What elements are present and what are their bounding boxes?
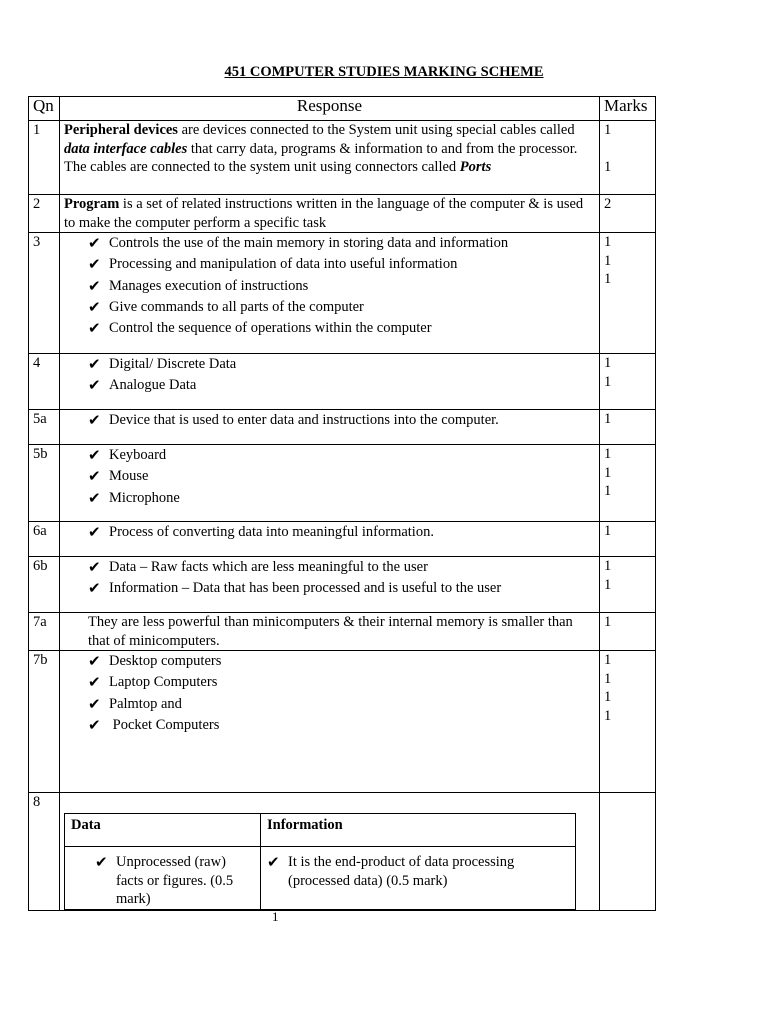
inner-header-information: Information	[261, 814, 576, 847]
table-row	[29, 522, 656, 557]
list-item: ✔ Give commands to all parts of the computer	[88, 297, 595, 318]
list-item: ✔ Processing and manipulation of data into useful information	[88, 254, 595, 275]
question-number: 1	[29, 121, 60, 195]
checkmark-icon: ✔	[88, 579, 101, 598]
header-qn: Qn	[29, 97, 60, 121]
checkmark-icon: ✔	[88, 694, 101, 713]
marks-cell: 1 1 1 1	[600, 651, 656, 793]
checkmark-icon: ✔	[88, 467, 101, 486]
response-cell	[60, 445, 600, 522]
checkmark-icon: ✔	[88, 376, 101, 395]
marks-cell: 1	[600, 613, 656, 651]
response-cell	[60, 410, 600, 445]
checkmark-icon: ✔	[88, 255, 101, 274]
list-item: ✔ Analogue Data	[88, 375, 595, 396]
list-item: ✔ Controls the use of the main memory in storing data and information	[88, 233, 595, 254]
checkmark-icon: ✔	[88, 446, 101, 464]
response-cell	[60, 233, 600, 354]
marks-cell: 2	[600, 195, 656, 233]
table-row	[29, 613, 656, 651]
answer-list	[64, 557, 595, 600]
question-number: 5b	[29, 445, 60, 522]
list-item: ✔ Data – Raw facts which are less meaningful to the user	[88, 557, 595, 578]
response-cell: They are less powerful than minicomputers & their internal memory is smaller than that of minicomputers.	[60, 613, 600, 651]
header-marks: Marks	[600, 97, 656, 121]
response-cell	[60, 793, 600, 911]
checkmark-icon: ✔	[88, 297, 101, 316]
marks-cell: 1	[600, 410, 656, 445]
question-number: 5a	[29, 410, 60, 445]
checkmark-icon: ✔	[88, 715, 101, 734]
question-number: 3	[29, 233, 60, 354]
list-item: ✔ Manages execution of instructions	[88, 276, 595, 297]
checkmark-icon: ✔	[88, 319, 101, 338]
inner-header-data: Data	[65, 814, 261, 847]
response-cell: Program is a set of related instructions written in the language of the computer & is used to make the computer perform a specific task	[60, 195, 600, 233]
list-item: ✔ Unprocessed (raw) facts or figures. (0.5 mark)	[95, 853, 234, 907]
list-item: ✔ Palmtop and	[88, 694, 595, 715]
table-row	[29, 557, 656, 613]
checkmark-icon: ✔	[88, 411, 101, 429]
list-item: ✔ Device that is used to enter data and instructions into the computer.	[88, 410, 595, 431]
marks-cell: 1	[600, 522, 656, 557]
question-number: 6a	[29, 522, 60, 557]
inner-cell-data	[65, 847, 261, 910]
list-item: ✔ Microphone	[88, 488, 595, 509]
checkmark-icon: ✔	[88, 558, 101, 576]
checkmark-icon: ✔	[88, 488, 101, 507]
term-bold: Peripheral devices	[64, 122, 178, 138]
marks-cell: 1 1	[600, 121, 656, 195]
checkmark-icon: ✔	[88, 355, 101, 373]
answer-list	[64, 522, 595, 543]
checkmark-icon: ✔	[88, 652, 101, 670]
page-title: 451 COMPUTER STUDIES MARKING SCHEME	[224, 64, 544, 80]
marks-cell	[600, 793, 656, 911]
list-item: ✔ Process of converting data into meaningful information.	[88, 522, 595, 543]
list-item: ✔ Digital/ Discrete Data	[88, 354, 595, 375]
answer-list	[64, 233, 595, 339]
question-number: 8	[29, 793, 60, 911]
table-row	[29, 354, 656, 410]
response-cell	[60, 354, 600, 410]
question-number: 4	[29, 354, 60, 410]
checkmark-icon: ✔	[267, 853, 280, 871]
table-header-row	[29, 97, 656, 121]
table-row	[29, 410, 656, 445]
page-number: 1	[272, 909, 279, 924]
answer-list	[64, 651, 595, 736]
list-item: ✔ Information – Data that has been processed and is useful to the user	[88, 578, 595, 599]
marks-cell: 1 1	[600, 557, 656, 613]
list-item: ✔ It is the end-product of data processing (processed data) (0.5 mark)	[267, 853, 515, 889]
table-row	[29, 651, 656, 793]
marking-scheme-table	[28, 96, 656, 911]
checkmark-icon: ✔	[88, 276, 101, 295]
list-item: ✔ Desktop computers	[88, 651, 595, 672]
table-row	[29, 233, 656, 354]
term-bold-italic: Ports	[459, 159, 492, 175]
term-bold: Program	[64, 196, 120, 212]
answer-list	[64, 410, 595, 431]
answer-list	[64, 445, 595, 509]
table-row	[29, 195, 656, 233]
header-response: Response	[60, 97, 600, 121]
table-row	[29, 445, 656, 522]
term-bold-italic: data interface cables	[64, 140, 188, 157]
marks-cell: 1 1 1	[600, 233, 656, 354]
answer-list	[64, 354, 595, 397]
marks-cell: 1 1	[600, 354, 656, 410]
response-cell	[60, 651, 600, 793]
list-item: ✔ Control the sequence of operations within the computer	[88, 318, 595, 339]
response-cell	[60, 522, 600, 557]
checkmark-icon: ✔	[88, 523, 101, 541]
question-number: 7a	[29, 613, 60, 651]
list-item: ✔ Mouse	[88, 466, 595, 487]
table-row	[29, 121, 656, 195]
data-vs-information-table	[64, 813, 576, 910]
checkmark-icon: ✔	[88, 234, 101, 252]
inner-header-row	[65, 814, 576, 847]
question-number: 6b	[29, 557, 60, 613]
question-number: 2	[29, 195, 60, 233]
list-item: ✔ Pocket Computers	[88, 715, 595, 736]
marks-cell: 1 1 1	[600, 445, 656, 522]
question-number: 7b	[29, 651, 60, 793]
list-item: ✔ Laptop Computers	[88, 672, 595, 693]
checkmark-icon: ✔	[95, 853, 108, 871]
list-item: ✔ Keyboard	[88, 445, 595, 466]
inner-row	[65, 847, 576, 910]
response-cell: Peripheral devices are devices connected to the System unit using special cables called data interface cables that carry data, programs & information to and from the processor. The cables are connected to the system unit using connectors called Ports	[60, 121, 600, 195]
inner-cell-information	[261, 847, 576, 910]
response-cell	[60, 557, 600, 613]
checkmark-icon: ✔	[88, 673, 101, 692]
table-row	[29, 793, 656, 911]
